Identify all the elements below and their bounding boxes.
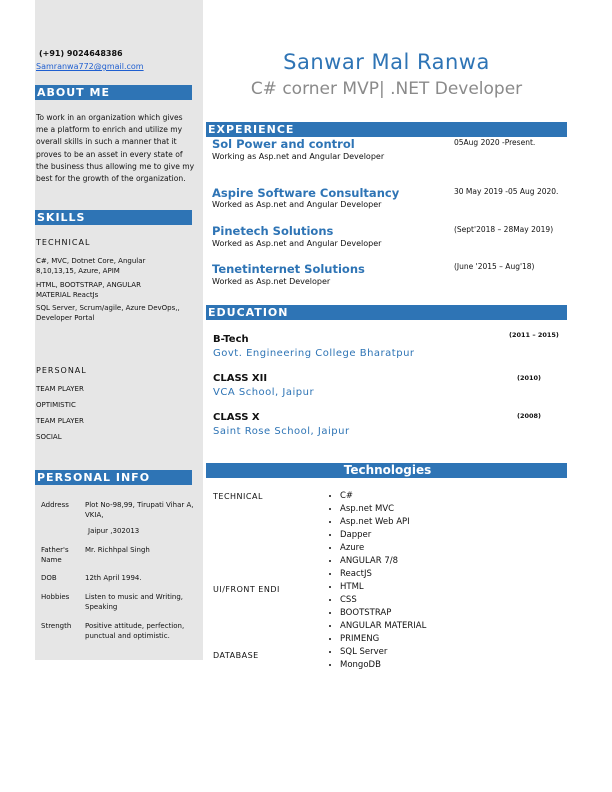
personal-trait: TEAM PLAYER bbox=[36, 417, 84, 425]
info-value: Plot No-98,99, Tirupati Vihar A, VKIA, bbox=[85, 501, 194, 519]
phone: (+91) 9024648386 bbox=[39, 49, 123, 58]
skill-line: SQL Server, Scrum/agile, Azure DevOps,, Developer Portal bbox=[36, 304, 180, 322]
info-value: Listen to music and Writing, Speaking bbox=[85, 593, 183, 611]
skill-line: HTML, BOOTSTRAP, ANGULAR MATERIAL ReactJs bbox=[36, 281, 141, 299]
tech-item: • ANGULAR 7/8 bbox=[340, 555, 426, 568]
tech-item: • Asp.net MVC bbox=[340, 503, 426, 516]
info-key: DOB bbox=[41, 574, 57, 582]
tech-item: • HTML bbox=[340, 581, 426, 594]
personal-info-header: PERSONAL INFO bbox=[35, 470, 192, 485]
tech-item: • SQL Server bbox=[340, 646, 426, 659]
tech-item: • MongoDB bbox=[340, 659, 426, 672]
tech-item: • Azure bbox=[340, 542, 426, 555]
info-key: Father's Name bbox=[41, 546, 69, 564]
info-key: Strength bbox=[41, 622, 72, 630]
edu-date: (2010) bbox=[517, 374, 542, 382]
technology-list bbox=[326, 490, 426, 672]
about-header: ABOUT ME bbox=[35, 85, 192, 100]
tech-group-label: DATABASE bbox=[213, 651, 259, 660]
tech-group-label: UI/FRONT ENDI bbox=[213, 585, 280, 594]
info-key: Address bbox=[41, 501, 69, 509]
job-role: Worked as Asp.net Developer bbox=[212, 277, 331, 286]
edu-date: (2008) bbox=[517, 412, 542, 420]
email-link[interactable]: Samranwa772@gmail.com bbox=[36, 62, 144, 71]
company-name: Tenetinternet Solutions bbox=[212, 262, 365, 276]
degree: CLASS XII bbox=[213, 373, 268, 384]
candidate-subtitle: C# corner MVP| .NET Developer bbox=[250, 79, 523, 99]
tech-item: • PRIMENG bbox=[340, 633, 426, 646]
job-role: Worked as Asp.net and Angular Developer bbox=[212, 200, 382, 209]
company-name: Aspire Software Consultancy bbox=[212, 186, 400, 200]
job-date: 30 May 2019 -05 Aug 2020. bbox=[454, 187, 559, 196]
company-name: Pinetech Solutions bbox=[212, 224, 334, 238]
school: Saint Rose School, Jaipur bbox=[213, 426, 350, 437]
job-date: (Sept'2018 – 28May 2019) bbox=[454, 225, 554, 234]
skill-line: C#, MVC, Dotnet Core, Angular 8,10,13,15, Azure, APIM bbox=[36, 257, 146, 275]
degree: B-Tech bbox=[213, 334, 249, 345]
experience-header: EXPERIENCE bbox=[206, 122, 567, 137]
personal-trait: OPTIMISTIC bbox=[36, 401, 76, 409]
candidate-name: Sanwar Mal Ranwa bbox=[283, 50, 490, 74]
school: VCA School, Jaipur bbox=[213, 387, 315, 398]
company-name: Sol Power and control bbox=[212, 137, 355, 151]
technologies-header: Technologies bbox=[206, 463, 567, 478]
tech-item: • ANGULAR MATERIAL bbox=[340, 620, 426, 633]
job-date: 05Aug 2020 -Present. bbox=[454, 138, 536, 147]
technical-label: TECHNICAL bbox=[36, 238, 91, 247]
education-header: EDUCATION bbox=[206, 305, 567, 320]
about-text: To work in an organization which gives me a platform to enrich and utilize my overall skills in such a manner that it proves to be an asset in every state of the business thus allowing me to give my best for the growth of the organization. bbox=[36, 113, 195, 184]
tech-item: • CSS bbox=[340, 594, 426, 607]
personal-label: PERSONAL bbox=[36, 366, 87, 375]
info-value-extra: Jaipur ,302013 bbox=[88, 527, 140, 535]
tech-item: • Dapper bbox=[340, 529, 426, 542]
skills-header: SKILLS bbox=[35, 210, 192, 225]
tech-item: • ReactJS bbox=[340, 568, 426, 581]
tech-item: • BOOTSTRAP bbox=[340, 607, 426, 620]
info-key: Hobbies bbox=[41, 593, 70, 601]
job-role: Worked as Asp.net and Angular Developer bbox=[212, 239, 382, 248]
job-date: (June '2015 – Aug'18) bbox=[454, 262, 535, 271]
personal-trait: TEAM PLAYER bbox=[36, 385, 84, 393]
tech-group-label: TECHNICAL bbox=[213, 492, 263, 501]
tech-item: • C# bbox=[340, 490, 426, 503]
info-value: 12th April 1994. bbox=[85, 574, 142, 582]
info-value: Positive attitude, perfection, punctual and optimistic. bbox=[85, 622, 185, 640]
degree: CLASS X bbox=[213, 412, 260, 423]
tech-item: • Asp.net Web API bbox=[340, 516, 426, 529]
job-role: Working as Asp.net and Angular Developer bbox=[212, 152, 385, 161]
edu-date: (2011 – 2015) bbox=[509, 331, 559, 339]
school: Govt. Engineering College Bharatpur bbox=[213, 348, 415, 359]
personal-trait: SOCIAL bbox=[36, 433, 62, 441]
info-value: Mr. Richhpal Singh bbox=[85, 546, 150, 554]
